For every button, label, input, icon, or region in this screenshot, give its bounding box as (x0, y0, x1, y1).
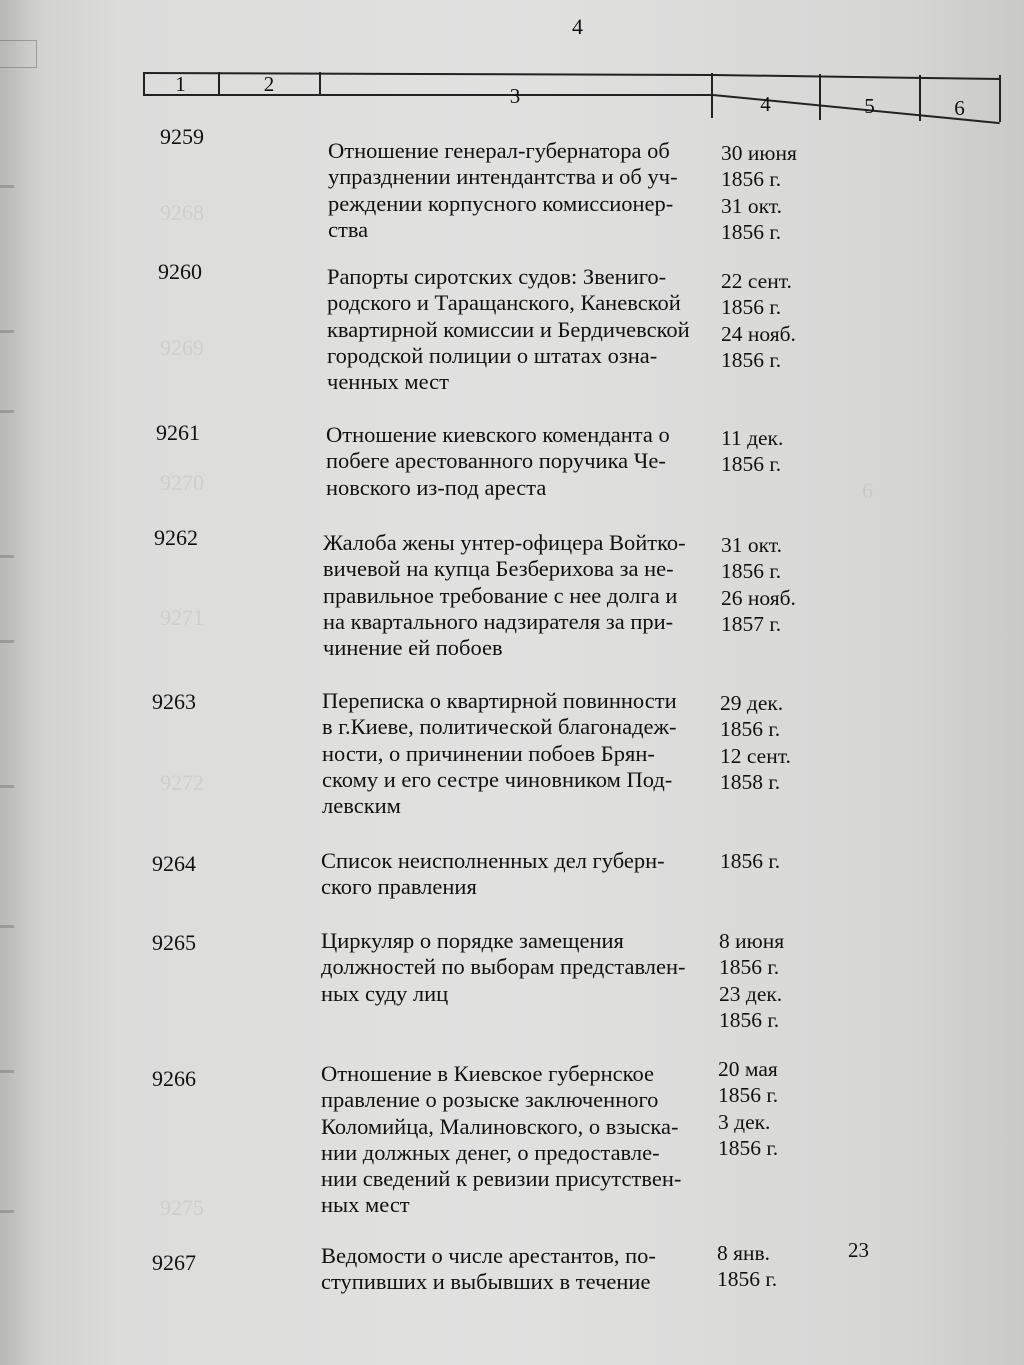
entry-number: 9267 (152, 1250, 196, 1275)
entry-number: 9264 (152, 851, 196, 876)
entry-description: Список неисполненных дел губерн- ского правления (321, 848, 665, 900)
entry-number: 9261 (156, 420, 200, 445)
column-header-1: 1 (175, 72, 186, 96)
entry-description: Ведомости о числе арестантов, по- ступивших и выбывших в течение (321, 1243, 656, 1295)
entry-sheet-count: 23 (848, 1238, 869, 1262)
entry-description: Отношение в Киевское губернское правление о розыске заключенного Коломийца, Малиновского, о взыска- нии должных денег, о предоставле- нии сведений к ревизии присутствен- ных мест (321, 1061, 682, 1218)
margin-mark (0, 785, 14, 788)
document-page: 4 1 2 3 4 5 6 9268 9269 9270 9271 9272 9275 6 9259 Отношение генерал-губернатора об упразднении интендантства и об уч- реждении корпусного комиссионер- ства 30 июня 1856 г. 31 окт. 1856 г. 9260 Рапорты сиротских судов: Звениго- родского и Таращанского, Каневской квартирной комиссии и Бердичевской городской полиции о штатах озна- ченных мест 22 сент. 1856 г. 24 нояб. 1856 г. 9261 Отношение киевского коменданта о побеге арестованного поручика Че- новского из-под ареста 11 дек. 1856 г. 9262 Жалоба жены унтер-офицера Войтко- вичевой на купца Безберихова за не- правильное требование с нее долга и на квартального надзирателя за при- чинение ей побоев 31 окт. 1856 г. 26 нояб. 1857 г. 9263 Переписка о квартирной повинности в г.Киеве, политической благонадеж- ности, о причинении побоев Брян- скому и его сестре чиновником Под- левским 29 дек. 1856 г. 12 сент. 1858 г. 9264 Список неисполненных дел губерн- ского правления 1856 г. 9265 Циркуляр о порядке замещения должностей по выборам представлен- ных суду лиц 8 июня 1856 г. 23 дек. 1856 г. 9266 Отношение в Киевское губернское правление о розыске заключенного Коломийца, Малиновского, о взыска- нии должных денег, о предоставле- нии сведений к ревизии присутствен- ных мест 20 мая 1856 г. 3 дек. 1856 г. 9267 Ведомости о числе арестантов, по- ступивших и выбывших в течение 8 янв. 1856 г. 23 (0, 0, 1024, 1365)
column-header-6: 6 (954, 96, 965, 120)
entry-number: 9262 (154, 525, 198, 550)
entry-number: 9266 (152, 1066, 196, 1091)
margin-mark (0, 640, 14, 643)
entry-description: Переписка о квартирной повинности в г.Киеве, политической благонадеж- ности, о причинении побоев Брян- скому и его сестре чиновником Под- левским (322, 688, 677, 819)
entry-dates: 30 июня 1856 г. 31 окт. 1856 г. (721, 141, 797, 244)
entry-dates: 1856 г. (720, 849, 781, 873)
entry-description: Жалоба жены унтер-офицера Войтко- вичевой на купца Безберихова за не- правильное требование с нее долга и на квартального надзирателя за при- чинение ей побоев (323, 530, 686, 661)
entry-number: 9260 (158, 259, 202, 284)
entry-description: Рапорты сиротских судов: Звениго- родского и Таращанского, Каневской квартирной комиссии и Бердичевской городской полиции о штатах озна- ченных мест (327, 264, 690, 395)
entry-description: Отношение киевского коменданта о побеге арестованного поручика Че- новского из-под ареста (326, 422, 670, 500)
margin-mark (0, 925, 14, 928)
margin-stamp-mark (0, 40, 37, 68)
entry-dates: 8 янв. 1856 г. (717, 1241, 778, 1292)
column-header-4: 4 (760, 92, 771, 116)
page-number: 4 (572, 14, 583, 39)
entry-dates: 8 июня 1856 г. 23 дек. 1856 г. (719, 929, 785, 1032)
entry-description: Циркуляр о порядке замещения должностей по выборам представлен- ных суду лиц (321, 928, 686, 1006)
margin-mark (0, 185, 14, 188)
entry-dates: 22 сент. 1856 г. 24 нояб. 1856 г. (721, 269, 796, 372)
entry-number: 9263 (152, 689, 196, 714)
column-header-2: 2 (263, 72, 275, 96)
entry-dates: 11 дек. 1856 г. (721, 426, 784, 477)
entry-number: 9259 (160, 124, 204, 149)
margin-mark (0, 1070, 14, 1073)
margin-mark (0, 330, 14, 333)
margin-mark (0, 555, 14, 558)
entry-dates: 29 дек. 1856 г. 12 сент. 1858 г. (720, 691, 791, 794)
margin-mark (0, 410, 14, 413)
column-header-3: 3 (509, 84, 521, 108)
entry-description: Отношение генерал-губернатора об упразднении интендантства и об уч- реждении корпусного комиссионер- ства (328, 138, 678, 242)
column-header-row (143, 72, 1001, 122)
entry-dates: 31 окт. 1856 г. 26 нояб. 1857 г. (721, 533, 796, 636)
entry-dates: 20 мая 1856 г. 3 дек. 1856 г. (718, 1057, 779, 1160)
entry-number: 9265 (152, 930, 196, 955)
column-header-5: 5 (864, 94, 875, 118)
margin-mark (0, 1210, 14, 1213)
